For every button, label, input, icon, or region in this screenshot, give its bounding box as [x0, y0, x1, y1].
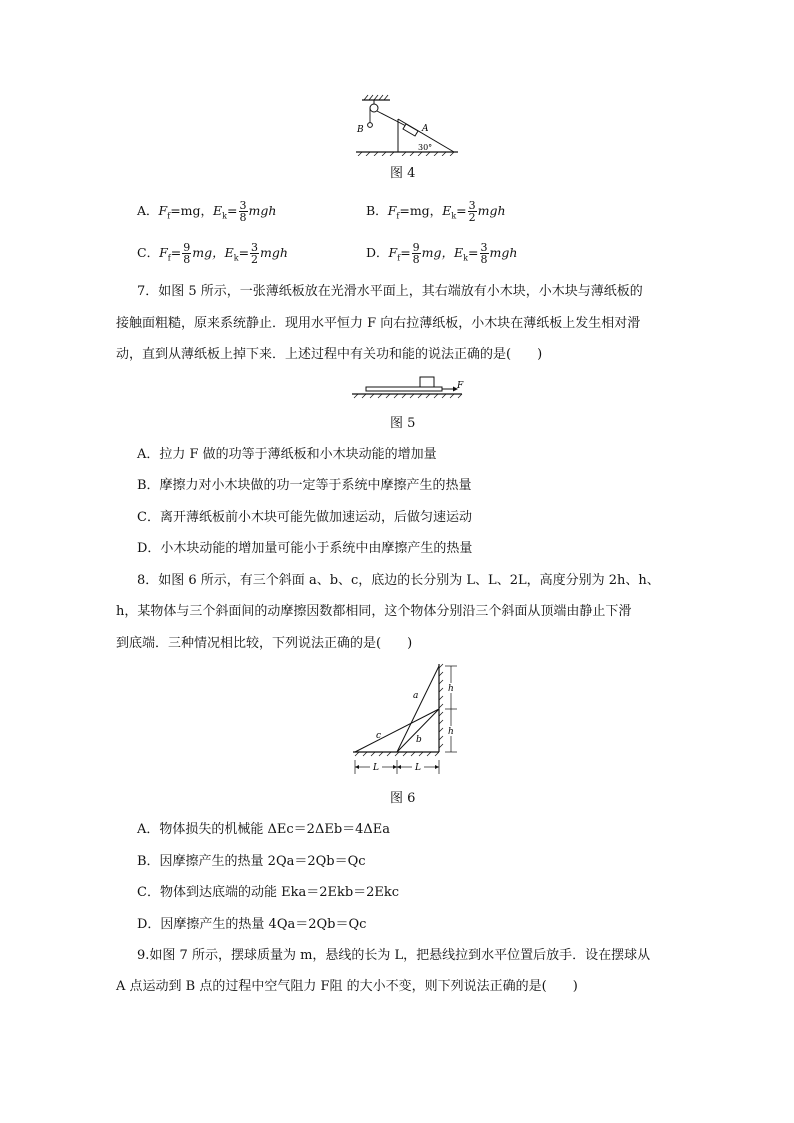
q8-option-b: B．因摩擦产生的热量 2Qa＝2Qb＝Qc: [137, 854, 366, 869]
q7-stem-line-3: 动，直到从薄纸板上掉下来．上述过程中有关功和能的说法正确的是( ): [116, 347, 543, 362]
q7-option-c: C．离开薄纸板前小木块可能先做加速运动，后做匀速运动: [137, 510, 472, 525]
fig6-label-b: b: [416, 735, 422, 745]
fig6-label-h-upper: h: [448, 684, 454, 694]
fig6-label-h-lower: h: [448, 727, 454, 737]
q8-option-a: A．物体损失的机械能 ΔEc＝2ΔEb＝4ΔEa: [137, 822, 391, 837]
figure-6-caption: 图 6: [390, 791, 416, 806]
q9-stem-line-2: A 点运动到 B 点的过程中空气阻力 F阻 的大小不变，则下列说法正确的是( ): [116, 979, 578, 994]
figure-5-caption: 图 5: [390, 416, 416, 431]
q6-option-a: A．$F_f=mg$，$E_k=$ $\frac{3}{8}$ mgh: [137, 199, 277, 224]
q7-stem-line-2: 接触面粗糙，原来系统静止．现用水平恒力 F 向右拉薄纸板，小木块在薄纸板上发生相对滑: [116, 316, 641, 331]
fig6-label-a: a: [413, 691, 419, 701]
q8-option-d: D．因摩擦产生的热量 4Qa＝2Qb＝Qc: [137, 917, 367, 932]
fig4-label-B: B: [357, 125, 364, 135]
figure-5-diagram: [350, 372, 466, 402]
q9-stem-line-1: 9.如图 7 所示，摆球质量为 m，悬线的长为 L，把悬线拉到水平位置后放手．设在摆球从: [137, 948, 651, 963]
q6-option-b: B．$F_f=mg$，$E_k=$ $\frac{3}{2}$ mgh: [366, 199, 506, 224]
q8-option-c: C．物体到达底端的动能 Eka＝2Ekb＝2Ekc: [137, 885, 400, 900]
fig6-label-L-left: L: [373, 763, 379, 773]
q8-stem-line-1: 8．如图 6 所示，有三个斜面 a、b、c，底边的长分别为 L、L、2L，高度分别为 2h、h、: [137, 573, 660, 588]
fig4-angle-label: 30°: [418, 143, 433, 152]
q6-option-c: C．$F_f=$ $\frac{9}{8}$ mg，$E_k=$ $\frac{3}{2}$ mgh: [137, 241, 288, 266]
fig4-label-A: A: [422, 124, 429, 134]
q8-stem-line-2: h，某物体与三个斜面间的动摩擦因数都相同，这个物体分别沿三个斜面从顶端由静止下滑: [116, 604, 632, 619]
q7-option-a: A．拉力 F 做的功等于薄纸板和小木块动能的增加量: [137, 447, 437, 462]
fig6-label-L-right: L: [415, 763, 421, 773]
fig5-label-F: F: [457, 381, 464, 391]
figure-4-diagram: [350, 92, 462, 156]
q7-stem-line-1: 7．如图 5 所示，一张薄纸板放在光滑水平面上，其右端放有小木块，小木块与薄纸板的: [137, 284, 643, 299]
figure-4-caption: 图 4: [390, 166, 416, 181]
q7-option-b: B．摩擦力对小木块做的功一定等于系统中摩擦产生的热量: [137, 478, 472, 493]
figure-6-diagram: [345, 662, 465, 778]
q6-option-d: D．$F_f=$ $\frac{9}{8}$ mg，$E_k=$ $\frac{3}{8}$ mgh: [366, 241, 518, 266]
q7-option-d: D．小木块动能的增加量可能小于系统中由摩擦产生的热量: [137, 541, 473, 556]
fig6-label-c: c: [376, 731, 382, 741]
q8-stem-line-3: 到底端．三种情况相比较，下列说法正确的是( ): [116, 636, 413, 651]
